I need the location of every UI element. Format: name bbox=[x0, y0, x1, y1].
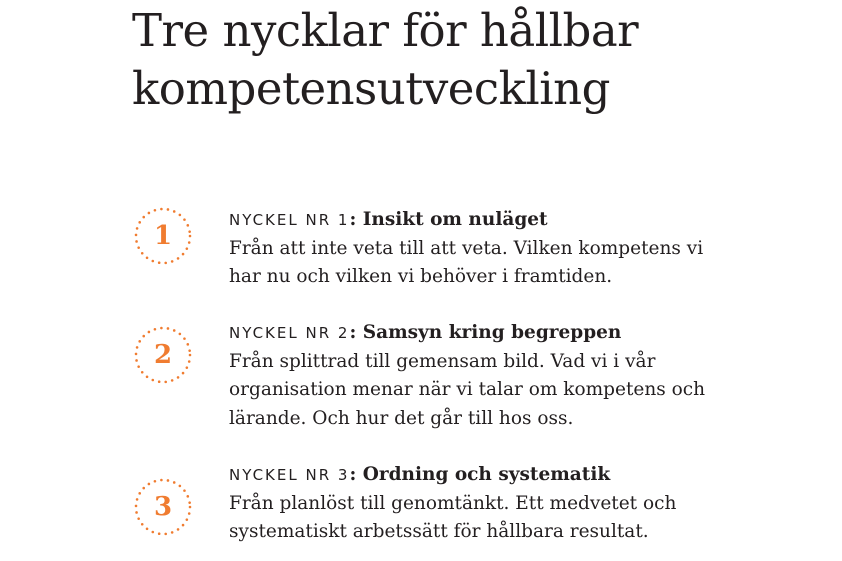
number-badge-1 bbox=[133, 206, 193, 266]
number-badge-2 bbox=[133, 325, 193, 385]
key-2: NYCKEL NR 2: Samsyn kring begreppen Från splittrad till gemensam bild. Vad vi i vår organisation menar när vi talar om kompetens och lärande. Och hur det går till hos oss. bbox=[229, 322, 706, 429]
key-body: Från splittrad till gemensam bild. Vad vi i vår organisation menar när vi talar om kompetens och lärande. Och hur det går till hos oss. bbox=[229, 350, 706, 429]
key-title: Ordning och systematik bbox=[362, 464, 611, 485]
key-3: NYCKEL NR 3: Ordning och systematik Från planlöst till genomtänkt. Ett medvetet och systematiskt arbetssätt för hållbara resultat. bbox=[229, 464, 677, 542]
number-badge-3 bbox=[133, 477, 193, 537]
key-body: Från planlöst till genomtänkt. Ett medvetet och systematiskt arbetssätt för hållbara resultat. bbox=[229, 492, 677, 542]
key-title: Samsyn kring begreppen bbox=[362, 322, 622, 343]
key-label: NYCKEL NR 1 bbox=[229, 211, 350, 229]
key-number: 3 bbox=[153, 492, 173, 522]
key-title: Insikt om nuläget bbox=[362, 209, 548, 230]
key-body: Från att inte veta till att veta. Vilken kompetens vi har nu och vilken vi behöver i framtiden. bbox=[229, 237, 704, 287]
page-title: Tre nycklar för hållbar kompetensutveckling bbox=[132, 4, 639, 115]
key-label: NYCKEL NR 2 bbox=[229, 324, 350, 342]
key-1: NYCKEL NR 1: Insikt om nuläget Från att inte veta till att veta. Vilken kompetens vi har nu och vilken vi behöver i framtiden. bbox=[229, 209, 704, 287]
key-label: NYCKEL NR 3 bbox=[229, 466, 350, 484]
key-number: 2 bbox=[153, 340, 173, 370]
key-number: 1 bbox=[153, 221, 173, 251]
